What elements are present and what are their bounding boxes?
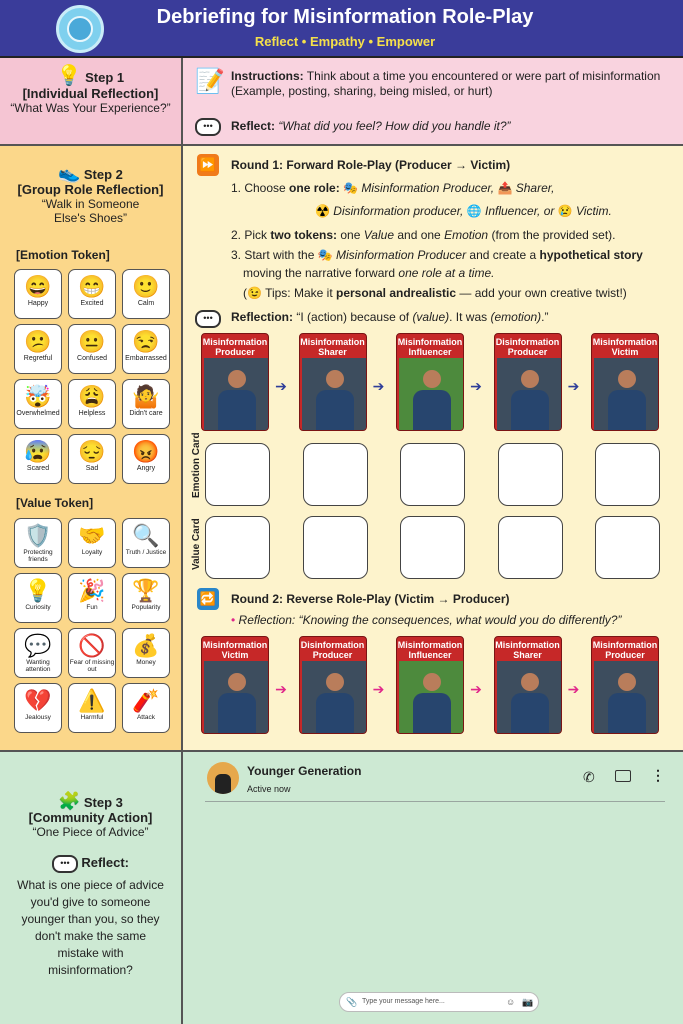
value-token-label: Jealousy <box>25 714 51 721</box>
video-icon[interactable] <box>615 770 631 782</box>
emotion-card-slot[interactable] <box>595 443 660 506</box>
emotion-token-label: Didn't care <box>129 410 163 417</box>
value-token-label: Money <box>136 659 156 666</box>
role-card <box>299 333 367 431</box>
role-card <box>591 333 659 431</box>
speech-bubble-icon: ••• <box>195 310 221 328</box>
value-card-slot[interactable] <box>205 516 270 579</box>
emotion-token-label: [Emotion Token] <box>16 248 110 262</box>
emotion-token-label: Regretful <box>23 355 53 362</box>
step3-title: Step 3 <box>83 795 123 810</box>
radioactive-icon: ☢️ <box>315 204 330 218</box>
emotion-token-icon: 🙂 <box>132 274 160 299</box>
emotion-token-icon: 😄 <box>24 274 52 299</box>
emotion-token-icon: 😒 <box>132 329 160 354</box>
emotion-token-label: Excited <box>80 300 104 307</box>
step3-quote: “One Piece of Advice” <box>32 825 149 839</box>
emotion-token-label: Sad <box>85 465 99 472</box>
round1-tips: (😉 Tips: Make it personal andrealistic — add your own creative twist!) <box>243 286 627 300</box>
fast-forward-icon: ⏩ <box>197 154 219 176</box>
person-body <box>413 693 451 733</box>
value-card-slot[interactable] <box>498 516 563 579</box>
step1-instructions: Instructions: Think about a time you encountered or were part of misinformation (Example, posting, sharing, being misled, or hurt) <box>231 69 661 98</box>
role-card-photo <box>594 661 658 733</box>
role-card-photo <box>497 358 561 430</box>
role-card <box>201 333 269 431</box>
value-token-label: Harmful <box>80 714 104 721</box>
step3-reflect-label: Reflect: <box>81 855 130 871</box>
step1-header <box>0 58 183 144</box>
wink-icon: 😉 <box>247 286 262 300</box>
step2-quote: “Walk in Someone Else's Shoes” <box>41 197 140 225</box>
value-token-label: [Value Token] <box>16 496 94 510</box>
value-token-icon: 🔍 <box>132 523 160 548</box>
person-body <box>608 693 646 733</box>
emotion-token-icon: 😕 <box>24 329 52 354</box>
step3-question: What is one piece of advice you'd give to someone younger than you, so they don't make the same mistake with misinformation? <box>17 878 164 977</box>
step3-subtitle: [Community Action] <box>28 810 153 825</box>
value-token-label: Popularity <box>131 604 161 611</box>
value-card-slot[interactable] <box>595 516 660 579</box>
person-body <box>316 390 354 430</box>
emotion-token-icon: 😁 <box>78 274 106 299</box>
step2-section <box>0 146 683 752</box>
person-head <box>326 370 344 388</box>
emotion-token-label: Helpless <box>78 410 106 417</box>
value-token-icon: 🧨 <box>132 688 160 713</box>
role-card-photo <box>594 358 658 430</box>
step2-title: Step 2 <box>83 167 123 182</box>
value-token-icon: 💬 <box>24 633 52 658</box>
role-card-title: Misinformation Sharer <box>495 640 560 660</box>
emotion-card-slot[interactable] <box>303 443 368 506</box>
person-body <box>218 693 256 733</box>
value-token[interactable] <box>68 573 116 623</box>
mask-icon: 🎭 <box>343 181 359 195</box>
camera-icon[interactable]: 📷 <box>522 997 534 1007</box>
value-token[interactable] <box>68 628 116 678</box>
chat-status: Active now <box>247 784 291 794</box>
emotion-token[interactable] <box>14 434 62 484</box>
emotion-token-label: Scared <box>26 465 50 472</box>
value-token[interactable] <box>122 628 170 678</box>
person-body <box>218 390 256 430</box>
avatar <box>207 762 239 794</box>
globe-icon: 🌐 <box>466 204 482 218</box>
person-head <box>228 370 246 388</box>
round2-title: Round 2: Reverse Role-Play (Victim → Producer) <box>231 592 510 606</box>
value-token[interactable] <box>14 518 62 568</box>
emotion-token-icon: 🤯 <box>24 384 52 409</box>
emotion-token-icon: 😔 <box>78 439 106 464</box>
message-input[interactable] <box>339 992 539 1012</box>
emotion-token[interactable] <box>68 269 116 319</box>
person-head <box>326 673 344 691</box>
step3-section <box>0 752 683 1024</box>
emotion-token[interactable] <box>122 379 170 429</box>
step1-quote: “What Was Your Experience?” <box>10 101 171 115</box>
value-token[interactable] <box>14 573 62 623</box>
value-token[interactable] <box>68 683 116 733</box>
page-title: Debriefing for Misinformation Role-Play <box>156 6 534 28</box>
arrow-right-icon: ➔ <box>470 378 482 394</box>
person-body <box>413 390 451 430</box>
value-token[interactable] <box>122 683 170 733</box>
role-card-photo <box>497 661 561 733</box>
emotion-token-icon: 🤷 <box>132 384 160 409</box>
role-card <box>299 636 367 734</box>
value-token-label: Attack <box>136 714 156 721</box>
value-token-label: Fun <box>86 604 98 611</box>
value-token-icon: 💔 <box>24 688 52 713</box>
round1-step3b: moving the narrative forward one role at a time. <box>243 266 495 280</box>
logo <box>56 5 104 53</box>
step2-subtitle: [Group Role Reflection] <box>17 182 164 197</box>
round1-step2: 2. Pick two tokens: one Value and one Emotion (from the provided set). <box>231 228 616 242</box>
role-card <box>396 636 464 734</box>
lightbulb-icon: 💡 <box>56 65 82 87</box>
value-token[interactable] <box>122 518 170 568</box>
person-head <box>228 673 246 691</box>
role-card-title: Misinformation Influencer <box>397 337 463 357</box>
person-head <box>521 673 539 691</box>
message-placeholder: Type your message here... <box>362 998 445 1005</box>
value-token-icon: 🚫 <box>78 633 106 658</box>
emotion-card-label: Emotion Card <box>191 432 202 498</box>
value-token-icon: 🤝 <box>78 523 106 548</box>
more-options-icon[interactable]: ⋮ <box>651 767 665 783</box>
role-card-title: Misinformation Producer <box>202 337 268 357</box>
emotion-token[interactable] <box>14 269 62 319</box>
person-body <box>511 390 549 430</box>
value-token-label: Protecting friends <box>23 549 53 563</box>
emotion-token[interactable] <box>68 379 116 429</box>
role-card <box>201 636 269 734</box>
value-token[interactable] <box>68 518 116 568</box>
emotion-token-icon: 😰 <box>24 439 52 464</box>
emoji-icon[interactable]: ☺ <box>506 997 516 1007</box>
emotion-token-label: Calm <box>137 300 155 307</box>
role-card-photo <box>302 358 366 430</box>
step1-content <box>183 58 683 144</box>
chat-window <box>183 752 683 1024</box>
person-head <box>423 673 441 691</box>
value-card-label: Value Card <box>191 518 202 570</box>
round1-step1: 1. Choose one role: 🎭 Misinformation Producer, 📤 Sharer, <box>231 181 555 195</box>
person-body <box>316 693 354 733</box>
arrow-right-icon: ➔ <box>567 378 580 394</box>
emotion-token[interactable] <box>68 324 116 374</box>
chat-name: Younger Generation <box>247 764 362 778</box>
role-card <box>494 333 562 431</box>
role-card-photo <box>399 661 463 733</box>
emotion-token[interactable] <box>122 434 170 484</box>
emotion-token-icon: 😐 <box>78 329 106 354</box>
memo-icon: 📝 <box>195 68 225 95</box>
step1-title: Step 1 <box>85 70 125 85</box>
emotion-token-label: Confused <box>77 355 107 362</box>
arrow-right-icon: ➔ <box>372 378 385 394</box>
role-card-title: Disinformation Producer <box>300 640 365 660</box>
arrow-right-icon: ➔ <box>567 681 580 697</box>
value-token-icon: 🛡️ <box>24 523 52 548</box>
value-token-label: Loyalty <box>81 549 103 556</box>
emotion-token-label: Happy <box>27 300 49 307</box>
value-token-label: Fear of missing out <box>69 659 115 673</box>
role-card-title: Disinformation Producer <box>495 337 560 357</box>
emotion-token-icon: 😡 <box>132 439 160 464</box>
person-body <box>511 693 549 733</box>
emotion-token[interactable] <box>122 324 170 374</box>
value-token-label: Curiosity <box>25 604 51 611</box>
value-token[interactable] <box>14 683 62 733</box>
role-card-title: Misinformation Producer <box>592 640 658 660</box>
round1-title: Round 1: Forward Role-Play (Producer → Victim) <box>231 158 511 172</box>
role-card-title: Misinformation Influencer <box>397 640 463 660</box>
role-card-photo <box>302 661 366 733</box>
person-head <box>521 370 539 388</box>
step2-header <box>0 146 183 750</box>
emotion-token-icon: 😩 <box>78 384 106 409</box>
value-card-slot[interactable] <box>400 516 465 579</box>
arrow-right-icon: ➔ <box>275 378 287 394</box>
round2-reflection: • Reflection: “Knowing the consequences, what would you do differently?” <box>231 613 622 627</box>
speech-bubble-icon: ••• <box>195 118 221 136</box>
repeat-icon: 🔁 <box>197 588 219 610</box>
emotion-card-slot[interactable] <box>400 443 465 506</box>
person-head <box>423 370 441 388</box>
role-card-title: Misinformation Sharer <box>300 337 365 357</box>
step3-header <box>0 752 183 1024</box>
arrow-right-icon: ➔ <box>372 681 385 697</box>
value-token-label: Truth / Justice <box>125 549 167 556</box>
role-card-photo <box>204 358 268 430</box>
step1-subtitle: [Individual Reflection] <box>22 86 159 101</box>
arrow-right-icon: ➔ <box>275 681 287 697</box>
header <box>0 0 683 58</box>
value-token[interactable] <box>122 573 170 623</box>
role-card <box>591 636 659 734</box>
round1-step1b: ☢️ Disinformation producer, 🌐 Influencer, or 😢 Victim. <box>315 204 612 218</box>
phone-icon[interactable]: ✆ <box>583 769 595 785</box>
value-token-icon: 💡 <box>24 578 52 603</box>
role-card-title: Misinformation Victim <box>202 640 268 660</box>
person-head <box>618 673 636 691</box>
value-token-icon: ⚠️ <box>78 688 106 713</box>
speech-bubble-icon: ••• <box>52 855 78 873</box>
chat-header <box>205 762 665 802</box>
person-head <box>618 370 636 388</box>
page-subtitle: Reflect • Empathy • Empower <box>254 34 436 49</box>
emotion-card-slot[interactable] <box>498 443 563 506</box>
arrow-right-icon: ➔ <box>470 681 482 697</box>
value-token-icon: 🎉 <box>78 578 106 603</box>
value-card-slot[interactable] <box>303 516 368 579</box>
value-token[interactable] <box>14 628 62 678</box>
emotion-token-label: Embarrassed <box>125 355 167 362</box>
role-card-photo <box>204 661 268 733</box>
attachment-icon[interactable]: 📎 <box>346 997 358 1007</box>
emotion-card-slot[interactable] <box>205 443 270 506</box>
emotion-token[interactable] <box>122 269 170 319</box>
value-token-icon: 💰 <box>132 633 160 658</box>
role-card <box>494 636 562 734</box>
emotion-token[interactable] <box>14 379 62 429</box>
value-token-label: Wanting attention <box>25 659 51 673</box>
puzzle-icon: 🧩 <box>58 791 81 811</box>
role-card-title: Misinformation Victim <box>592 337 658 357</box>
step1-section <box>0 58 683 146</box>
emotion-token[interactable] <box>68 434 116 484</box>
role-card-photo <box>399 358 463 430</box>
round1-step3: 3. Start with the 🎭 Misinformation Producer and create a hypothetical story <box>231 248 643 262</box>
mask-icon: 🎭 <box>317 248 333 262</box>
value-token-icon: 🏆 <box>132 578 160 603</box>
emotion-token-label: Overwhelmed <box>16 410 60 417</box>
emotion-token[interactable] <box>14 324 62 374</box>
person-body <box>608 390 646 430</box>
round1-reflection: Reflection: “I (action) because of (value). It was (emotion).” <box>231 310 549 324</box>
shoe-icon: 👟 <box>58 163 81 183</box>
outbox-icon: 📤 <box>497 181 513 195</box>
step2-content <box>183 146 683 750</box>
emotion-token-label: Angry <box>136 465 156 472</box>
step1-reflect: Reflect: “What did you feel? How did you handle it?” <box>231 119 511 133</box>
role-card <box>396 333 464 431</box>
crying-face-icon: 😢 <box>557 204 573 218</box>
